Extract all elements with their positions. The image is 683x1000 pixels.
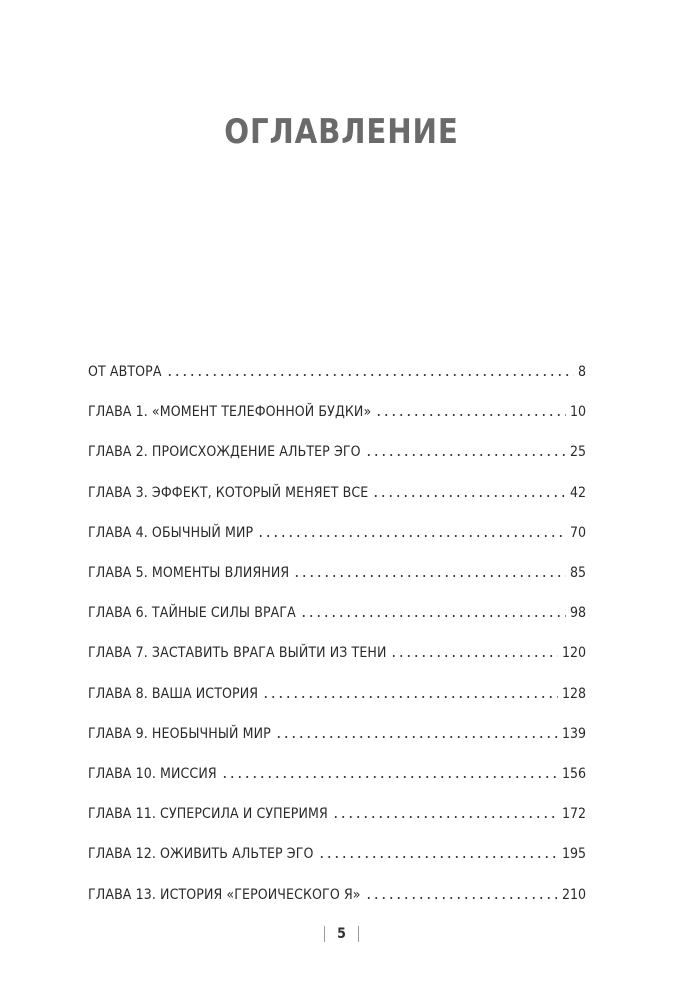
toc-dot-leader: [318, 856, 558, 858]
toc-dot-leader: [275, 736, 558, 738]
table-of-contents: [88, 352, 586, 915]
toc-entry: [88, 593, 586, 633]
toc-entry: [88, 874, 586, 914]
toc-entry: [88, 754, 586, 794]
toc-dot-leader: [262, 696, 558, 698]
toc-entry: [88, 513, 586, 553]
toc-dot-leader: [390, 655, 557, 657]
toc-dot-leader: [365, 454, 566, 456]
toc-entry-page-number: 128: [561, 685, 586, 702]
toc-dot-leader: [300, 615, 566, 617]
toc-entry: [88, 714, 586, 754]
toc-entry-page-number: 172: [561, 806, 586, 823]
toc-entry: [88, 834, 586, 874]
toc-entry: [88, 473, 586, 513]
toc-entry: [88, 553, 586, 593]
toc-entry-page-number: 210: [561, 886, 586, 903]
toc-entry-page-number: 25: [569, 444, 586, 461]
toc-entry-page-number: 42: [569, 484, 586, 501]
toc-entry-title: ГЛАВА 6. ТАЙНЫЕ СИЛЫ ВРАГА: [88, 605, 296, 622]
toc-entry-title: ГЛАВА 9. НЕОБЫЧНЫЙ МИР: [88, 725, 271, 742]
toc-entry-title: ОТ АВТОРА: [88, 364, 162, 381]
footer-divider-left: [324, 926, 325, 942]
toc-entry-title: ГЛАВА 7. ЗАСТАВИТЬ ВРАГА ВЫЙТИ ИЗ ТЕНИ: [88, 645, 387, 662]
toc-entry: [88, 794, 586, 834]
toc-entry: [88, 352, 586, 392]
page-footer: [0, 926, 683, 942]
toc-entry-page-number: 139: [561, 725, 586, 742]
toc-entry-title: ГЛАВА 8. ВАША ИСТОРИЯ: [88, 685, 259, 702]
toc-entry: [88, 674, 586, 714]
toc-entry-page-number: 8: [577, 364, 586, 381]
toc-entry-title: ГЛАВА 2. ПРОИСХОЖДЕНИЕ АЛЬТЕР ЭГО: [88, 444, 361, 461]
toc-dot-leader: [293, 575, 566, 577]
toc-dot-leader: [332, 816, 558, 818]
toc-entry: [88, 633, 586, 673]
toc-dot-leader: [257, 535, 566, 537]
toc-dot-leader: [221, 776, 558, 778]
toc-entry-page-number: 120: [561, 645, 586, 662]
toc-entry-title: ГЛАВА 3. ЭФФЕКТ, КОТОРЫЙ МЕНЯЕТ ВСЕ: [88, 484, 369, 501]
toc-entry: [88, 432, 586, 472]
page-title: ОГЛАВЛЕНИЕ: [224, 112, 459, 152]
toc-dot-leader: [166, 374, 574, 376]
toc-entry-page-number: 70: [569, 524, 586, 541]
page-number: 5: [337, 926, 346, 942]
toc-dot-leader: [375, 414, 566, 416]
toc-entry-title: ГЛАВА 4. ОБЫЧНЫЙ МИР: [88, 524, 254, 541]
toc-entry-page-number: 195: [561, 846, 586, 863]
toc-entry-page-number: 98: [569, 605, 586, 622]
toc-entry: [88, 392, 586, 432]
toc-entry-page-number: 85: [569, 565, 586, 582]
toc-entry-title: ГЛАВА 13. ИСТОРИЯ «ГЕРОИЧЕСКОГО Я»: [88, 886, 361, 903]
toc-entry-title: ГЛАВА 10. МИССИЯ: [88, 765, 217, 782]
toc-entry-title: ГЛАВА 1. «МОМЕНТ ТЕЛЕФОННОЙ БУДКИ»: [88, 404, 372, 421]
footer-divider-right: [358, 926, 359, 942]
toc-dot-leader: [372, 495, 566, 497]
toc-entry-title: ГЛАВА 5. МОМЕНТЫ ВЛИЯНИЯ: [88, 565, 290, 582]
toc-entry-title: ГЛАВА 12. ОЖИВИТЬ АЛЬТЕР ЭГО: [88, 846, 314, 863]
toc-entry-page-number: 10: [569, 404, 586, 421]
toc-dot-leader: [365, 897, 558, 899]
toc-entry-title: ГЛАВА 11. СУПЕРСИЛА И СУПЕРИМЯ: [88, 806, 328, 823]
toc-entry-page-number: 156: [561, 765, 586, 782]
